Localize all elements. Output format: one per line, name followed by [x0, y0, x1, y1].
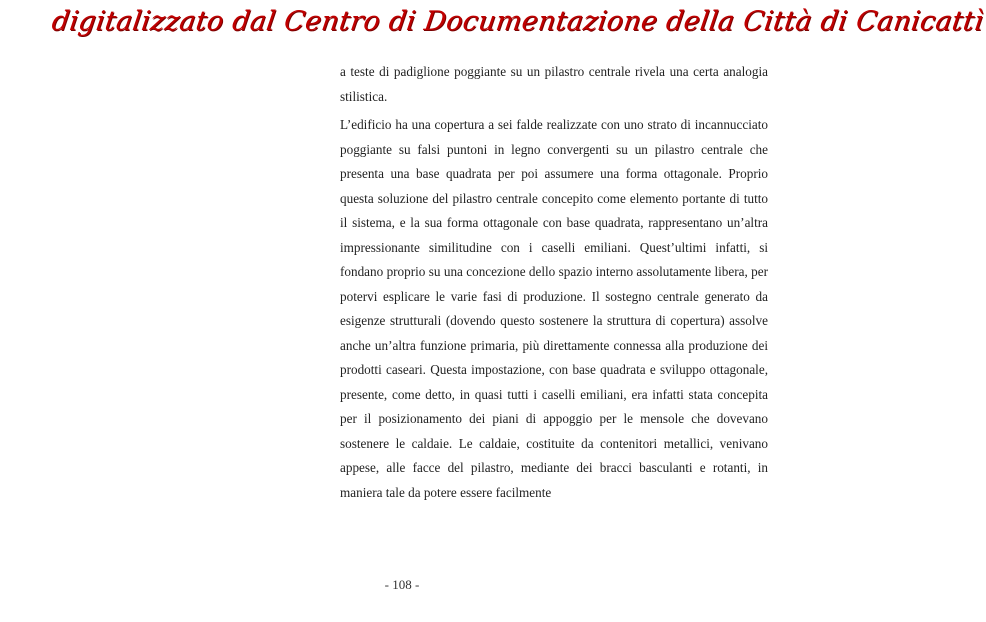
body-text: [340, 60, 768, 509]
digitization-watermark: digitalizzato dal Centro di Documentazione della Città di Canicattì: [49, 6, 986, 37]
page-number: - 108 -: [384, 577, 420, 592]
paragraph-continuation: a teste di padiglione poggiante su un pilastro centrale rivela una certa analogia stilistica.: [340, 64, 768, 104]
paragraph-copertura: L’edificio ha una copertura a sei falde realizzate con uno strato di incannucciato poggiante su falsi puntoni in legno convergenti su un pilastro centrale che presenta una base quadrata per poi assumere una forma ottagonale. Proprio questa soluzione del pilastro centrale concepito come elemento portante di tutto il sistema, e la sua forma ottagonale con base quadrata, rappresentano un’altra impressionante similitudine con i caselli emiliani. Quest’ultimi infatti, si fondano proprio su una concezione dello spazio interno assolutamente libera, per potervi esplicare le varie fasi di produzione. Il sostegno centrale generato da esigenze strutturali (dovendo questo sostenere la struttura di copertura) assolve anche un’altra funzione primaria, più direttamente connessa alla produzione dei prodotti caseari. Questa impostazione, con base quadrata e sviluppo ottagonale, presente, come detto, in quasi tutti i caselli emiliani, era infatti stata concepita per il posizionamento dei piani di appoggio per le mensole che dovevano sostenere le caldaie. Le caldaie, costituite da contenitori metallici, venivano appese, alle facce del pilastro, mediante dei bracci basculanti e rotanti, in maniera tale da potere essere facilmente: [340, 117, 768, 500]
